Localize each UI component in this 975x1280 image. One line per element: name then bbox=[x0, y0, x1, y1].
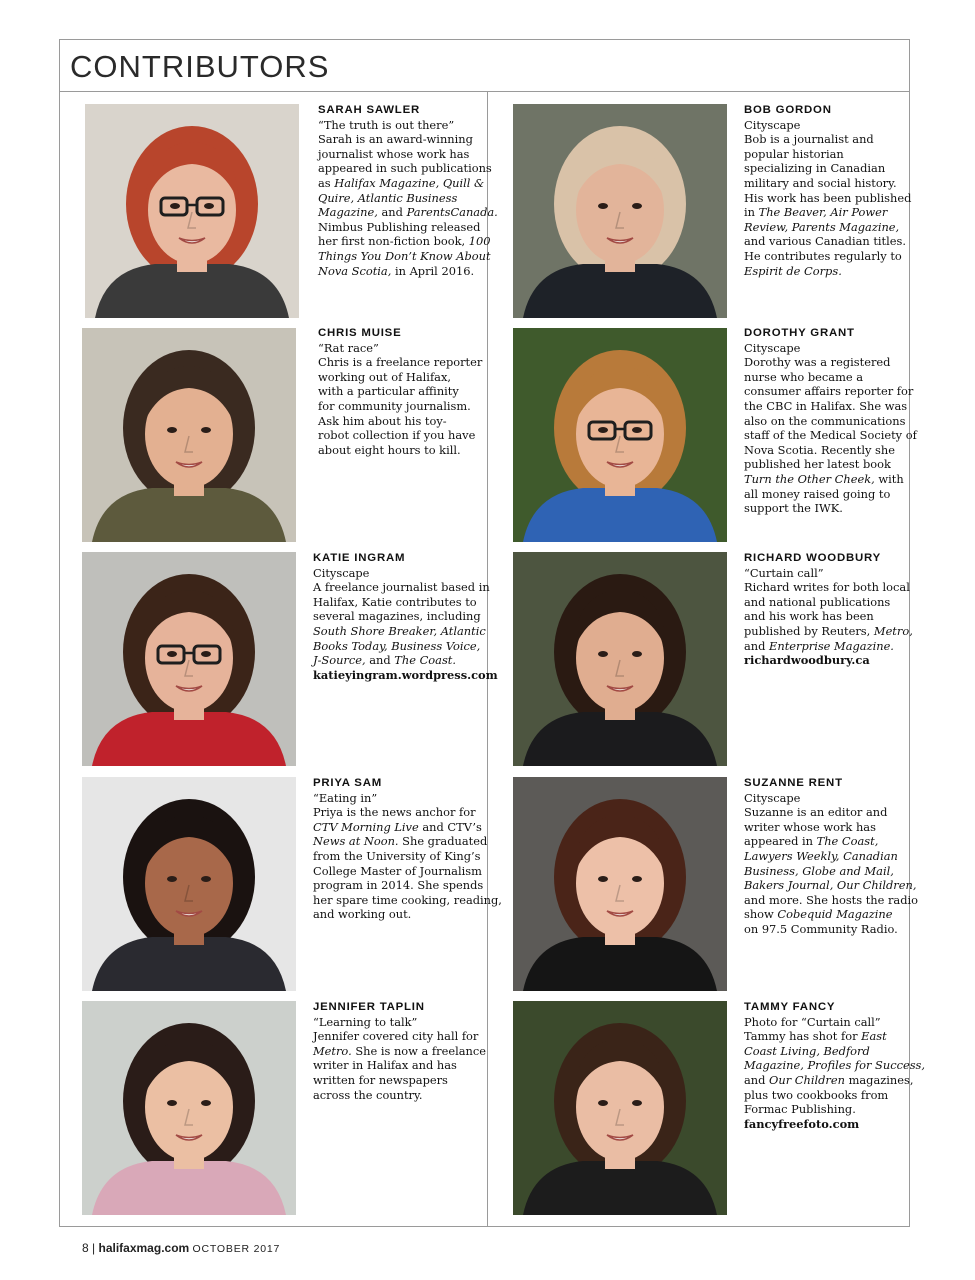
contributor-photo bbox=[82, 552, 296, 766]
bio-line bbox=[744, 457, 917, 472]
bio-line bbox=[744, 624, 913, 639]
portrait-photo bbox=[82, 1001, 296, 1215]
contributor-bio bbox=[318, 326, 482, 457]
bio-line bbox=[744, 487, 917, 502]
bio-line bbox=[318, 118, 498, 133]
bio-line bbox=[318, 414, 482, 429]
website-link[interactable]: halifaxmag.com bbox=[98, 1241, 190, 1255]
portrait-photo bbox=[513, 777, 727, 991]
contributor-photo bbox=[513, 777, 727, 991]
bio-text: J-Source, bbox=[313, 653, 366, 668]
bio-line bbox=[318, 132, 498, 147]
footer-separator: | bbox=[92, 1241, 96, 1255]
bio-text: and more. She hosts the radio bbox=[744, 892, 919, 907]
contributor-photo bbox=[513, 328, 727, 542]
bio-line bbox=[313, 820, 502, 835]
bio-text: in April 2016. bbox=[391, 263, 475, 278]
bio-line bbox=[744, 161, 911, 176]
bio-text: several magazines, including bbox=[313, 609, 481, 624]
bio-text: Nimbus Publishing released bbox=[318, 219, 481, 234]
bio-line bbox=[744, 820, 918, 835]
bio-text: “The truth is out there” bbox=[318, 117, 455, 132]
bio-line bbox=[744, 220, 911, 235]
bio-line bbox=[313, 849, 502, 864]
bio-line bbox=[313, 907, 502, 922]
bio-line bbox=[744, 472, 917, 487]
bio-line bbox=[318, 147, 498, 162]
bio-text: and bbox=[365, 653, 395, 668]
bio-line bbox=[744, 501, 917, 516]
bio-text: published by Reuters, bbox=[744, 623, 874, 638]
bio-text: staff of the Medical Society of bbox=[744, 428, 917, 443]
bio-text: The Coast. bbox=[394, 653, 456, 668]
bio-text: from the University of King’s bbox=[313, 848, 481, 863]
bio-line bbox=[313, 595, 498, 610]
website-link[interactable]: fancyfreefoto.com bbox=[744, 1116, 860, 1131]
bio-text: working out of Halifax, bbox=[318, 369, 451, 384]
bio-line bbox=[744, 639, 913, 654]
bio-line bbox=[318, 443, 482, 458]
portrait-photo bbox=[513, 1001, 727, 1215]
bio-line bbox=[744, 580, 913, 595]
contributor-photo bbox=[82, 1001, 296, 1215]
contributor-name: PRIYA SAM bbox=[313, 777, 383, 789]
bio-text: CTV Morning Live bbox=[313, 819, 419, 834]
contributor-name: SUZANNE RENT bbox=[744, 777, 843, 789]
contributor-bio bbox=[313, 1000, 486, 1102]
bio-line bbox=[744, 234, 911, 249]
bio-text: Tammy has shot for bbox=[744, 1029, 862, 1044]
bio-text: all money raised going to bbox=[744, 486, 891, 501]
bio-line bbox=[744, 566, 913, 581]
bio-text: Books Today, Business Voice, bbox=[313, 638, 481, 653]
bio-text: “Curtain call” bbox=[744, 565, 824, 580]
portrait-photo bbox=[85, 104, 299, 318]
bio-line bbox=[313, 1058, 486, 1073]
bio-line bbox=[744, 399, 917, 414]
bio-text: Turn the Other Cheek, bbox=[744, 471, 875, 486]
bio-line bbox=[744, 864, 918, 879]
bio-text: “Learning to talk” bbox=[313, 1014, 418, 1029]
bio-line bbox=[744, 414, 917, 429]
bio-text: The Coast, bbox=[816, 834, 879, 849]
contributor-name: CHRIS MUISE bbox=[318, 327, 402, 339]
contributor-bio bbox=[744, 326, 917, 516]
bio-text: about eight hours to kill. bbox=[318, 442, 461, 457]
contributor-photo bbox=[513, 104, 727, 318]
bio-text: the CBC in Halifax. She was bbox=[744, 398, 908, 413]
bio-text: Cityscape bbox=[744, 790, 801, 805]
bio-line bbox=[313, 805, 502, 820]
bio-text: Suzanne is an editor and bbox=[744, 805, 888, 820]
bio-line bbox=[313, 878, 502, 893]
bio-line bbox=[744, 1102, 925, 1117]
bio-line bbox=[744, 118, 911, 133]
bio-text: consumer affairs reporter for bbox=[744, 384, 914, 399]
bio-line bbox=[744, 1058, 925, 1073]
contributor-bio bbox=[744, 1000, 925, 1131]
bio-text: Magazine, bbox=[318, 205, 378, 220]
bio-text: Review, Parents Magazine, bbox=[744, 219, 900, 234]
bio-line bbox=[744, 1044, 925, 1059]
bio-text: her first non-fiction book, bbox=[318, 234, 469, 249]
bio-text: program in 2014. She spends bbox=[313, 878, 484, 893]
bio-line bbox=[744, 1015, 925, 1030]
bio-text: College Master of Journalism bbox=[313, 863, 482, 878]
bio-text: plus two cookbooks from bbox=[744, 1087, 889, 1102]
bio-text: He contributes regularly to bbox=[744, 248, 902, 263]
contributor-bio bbox=[744, 776, 918, 937]
bio-text: Cityscape bbox=[744, 340, 801, 355]
contributor-bio bbox=[313, 551, 498, 682]
bio-text: Sarah is an award-winning bbox=[318, 132, 473, 147]
page-footer bbox=[82, 1241, 280, 1255]
bio-text: appeared in bbox=[744, 834, 817, 849]
bio-line bbox=[313, 864, 502, 879]
bio-line bbox=[313, 624, 498, 639]
bio-line bbox=[318, 341, 482, 356]
bio-line bbox=[313, 791, 502, 806]
bio-text: Quire, Atlantic Business bbox=[318, 190, 458, 205]
bio-line bbox=[318, 428, 482, 443]
bio-text: Priya is the news anchor for bbox=[313, 805, 476, 820]
contributor-name: BOB GORDON bbox=[744, 104, 832, 116]
contributor-photo bbox=[85, 104, 299, 318]
bio-line bbox=[744, 791, 918, 806]
bio-line bbox=[744, 893, 918, 908]
bio-text: appeared in such publications bbox=[318, 161, 492, 176]
bio-line bbox=[744, 355, 917, 370]
bio-text: written for newspapers bbox=[313, 1072, 448, 1087]
bio-line bbox=[318, 249, 498, 264]
bio-line bbox=[744, 1088, 925, 1103]
bio-line bbox=[313, 834, 502, 849]
bio-text: Coast Living, Bedford bbox=[744, 1043, 870, 1058]
bio-line bbox=[744, 595, 913, 610]
bio-line bbox=[744, 132, 911, 147]
bio-text: Enterprise Magazine. bbox=[769, 638, 894, 653]
bio-text: Bob is a journalist and bbox=[744, 132, 874, 147]
page-number: 8 bbox=[82, 1241, 89, 1255]
bio-text: Ask him about his toy- bbox=[318, 413, 447, 428]
bio-text: magazines, bbox=[844, 1072, 914, 1087]
bio-line bbox=[313, 653, 498, 668]
bio-text: Halifax, Katie contributes to bbox=[313, 594, 477, 609]
contributor-photo bbox=[82, 777, 296, 991]
bio-text: Things You Don’t Know About bbox=[318, 248, 491, 263]
contributor-name: DOROTHY GRANT bbox=[744, 327, 855, 339]
bio-text: specializing in Canadian bbox=[744, 161, 886, 176]
bio-line bbox=[744, 922, 918, 937]
bio-text: and bbox=[744, 1072, 770, 1087]
bio-text: for community journalism. bbox=[318, 398, 471, 413]
bio-text: Nova Scotia, bbox=[318, 263, 392, 278]
bio-text: Photo for “Curtain call” bbox=[744, 1014, 881, 1029]
bio-text: as bbox=[318, 175, 335, 190]
contributor-bio bbox=[744, 103, 911, 278]
bio-line bbox=[744, 147, 911, 162]
page-title: CONTRIBUTORS bbox=[70, 49, 330, 84]
bio-text: with a particular affinity bbox=[318, 384, 459, 399]
bio-line bbox=[313, 1029, 486, 1044]
bio-line bbox=[313, 639, 498, 654]
portrait-photo bbox=[82, 777, 296, 991]
bio-text: robot collection if you have bbox=[318, 428, 476, 443]
bio-text: and various Canadian titles. bbox=[744, 234, 906, 249]
bio-line bbox=[313, 580, 498, 595]
website-link[interactable]: richardwoodbury.ca bbox=[744, 653, 870, 668]
bio-text: Cityscape bbox=[744, 117, 801, 132]
bio-text: with bbox=[874, 471, 904, 486]
bio-text: Jennifer covered city hall for bbox=[313, 1029, 479, 1044]
bio-line bbox=[744, 834, 918, 849]
bio-line bbox=[318, 220, 498, 235]
bio-text: in bbox=[744, 205, 759, 220]
contributor-photo bbox=[82, 328, 296, 542]
bio-text: Cobequid Magazine bbox=[777, 907, 893, 922]
bio-line bbox=[744, 849, 918, 864]
bio-line bbox=[744, 1117, 925, 1132]
bio-text: She graduated bbox=[398, 834, 488, 849]
bio-text: ParentsCanada. bbox=[406, 205, 498, 220]
bio-text: Magazine, Profiles for Success, bbox=[744, 1058, 926, 1073]
portrait-photo bbox=[82, 552, 296, 766]
bio-line bbox=[744, 205, 911, 220]
bio-text: News at Noon. bbox=[313, 834, 399, 849]
bio-line bbox=[744, 1073, 925, 1088]
bio-text: popular historian bbox=[744, 146, 844, 161]
bio-text: South Shore Breaker, Atlantic bbox=[313, 623, 486, 638]
portrait-photo bbox=[513, 104, 727, 318]
bio-text: The Beaver, Air Power bbox=[758, 205, 888, 220]
bio-text: East bbox=[861, 1029, 887, 1044]
bio-line bbox=[318, 205, 498, 220]
bio-line bbox=[744, 384, 917, 399]
bio-line bbox=[313, 1044, 486, 1059]
portrait-photo bbox=[82, 328, 296, 542]
bio-text: writer in Halifax and has bbox=[313, 1058, 457, 1073]
contributor-name: RICHARD WOODBURY bbox=[744, 552, 882, 564]
bio-line bbox=[744, 907, 918, 922]
bio-line bbox=[318, 384, 482, 399]
bio-text: her spare time cooking, reading, bbox=[313, 892, 502, 907]
bio-text: His work has been published bbox=[744, 190, 912, 205]
bio-line bbox=[744, 443, 917, 458]
bio-line bbox=[313, 1073, 486, 1088]
bio-line bbox=[318, 176, 498, 191]
bio-text: Dorothy was a registered bbox=[744, 355, 891, 370]
bio-text: “Rat race” bbox=[318, 340, 379, 355]
bio-line bbox=[744, 370, 917, 385]
bio-text: Cityscape bbox=[313, 565, 370, 580]
website-link[interactable]: katieyingram.wordpress.com bbox=[313, 667, 498, 682]
bio-line bbox=[313, 609, 498, 624]
contributor-name: JENNIFER TAPLIN bbox=[313, 1001, 425, 1013]
bio-text: Business, Globe and Mail, bbox=[744, 863, 894, 878]
bio-line bbox=[744, 609, 913, 624]
bio-line bbox=[318, 161, 498, 176]
contributor-bio bbox=[744, 551, 913, 668]
bio-line bbox=[318, 370, 482, 385]
bio-line bbox=[744, 1029, 925, 1044]
bio-text: support the IWK. bbox=[744, 501, 843, 516]
bio-line bbox=[313, 566, 498, 581]
bio-text: Richard writes for both local bbox=[744, 580, 910, 595]
bio-text: Formac Publishing. bbox=[744, 1102, 856, 1117]
bio-text: and bbox=[377, 205, 407, 220]
bio-line bbox=[744, 878, 918, 893]
bio-line bbox=[744, 428, 917, 443]
bio-line bbox=[318, 191, 498, 206]
bio-text: journalist whose work has bbox=[318, 146, 470, 161]
bio-text: nurse who became a bbox=[744, 369, 864, 384]
contributor-name: TAMMY FANCY bbox=[744, 1001, 836, 1013]
bio-text: on 97.5 Community Radio. bbox=[744, 921, 898, 936]
header-bar bbox=[59, 39, 910, 92]
bio-text: Halifax Magazine, Quill & bbox=[334, 175, 485, 190]
bio-text: Bakers Journal, Our Children, bbox=[744, 878, 917, 893]
bio-text: Espirit de Corps. bbox=[744, 263, 842, 278]
contributor-bio bbox=[318, 103, 498, 278]
bio-text: 100 bbox=[468, 234, 491, 249]
bio-line bbox=[744, 176, 911, 191]
bio-text: and working out. bbox=[313, 907, 412, 922]
contributor-photo bbox=[513, 1001, 727, 1215]
bio-text: “Eating in” bbox=[313, 790, 378, 805]
bio-text: Nova Scotia. Recently she bbox=[744, 442, 895, 457]
bio-line bbox=[744, 264, 911, 279]
bio-text: Our Children bbox=[769, 1072, 845, 1087]
bio-line bbox=[318, 234, 498, 249]
bio-line bbox=[313, 1015, 486, 1030]
contributor-name: KATIE INGRAM bbox=[313, 552, 406, 564]
bio-text: and bbox=[744, 638, 770, 653]
contributor-name: SARAH SAWLER bbox=[318, 104, 420, 116]
bio-text: and national publications bbox=[744, 594, 891, 609]
portrait-photo bbox=[513, 328, 727, 542]
bio-line bbox=[313, 668, 498, 683]
bio-line bbox=[744, 249, 911, 264]
bio-text: and CTV’s bbox=[418, 819, 482, 834]
bio-text: published her latest book bbox=[744, 457, 891, 472]
bio-text: also on the communications bbox=[744, 413, 906, 428]
bio-text: Metro. bbox=[313, 1043, 352, 1058]
bio-text: and his work has been bbox=[744, 609, 874, 624]
bio-line bbox=[744, 653, 913, 668]
bio-line bbox=[744, 341, 917, 356]
bio-line bbox=[313, 893, 502, 908]
portrait-photo bbox=[513, 552, 727, 766]
bio-line bbox=[318, 355, 482, 370]
issue-date: OCTOBER 2017 bbox=[192, 1243, 281, 1255]
bio-line bbox=[744, 805, 918, 820]
bio-text: Metro, bbox=[873, 623, 913, 638]
contributor-photo bbox=[513, 552, 727, 766]
contributor-bio bbox=[313, 776, 502, 922]
bio-line bbox=[744, 191, 911, 206]
bio-text: across the country. bbox=[313, 1087, 423, 1102]
bio-line bbox=[318, 264, 498, 279]
bio-text: She is now a freelance bbox=[351, 1043, 486, 1058]
bio-text: military and social history. bbox=[744, 175, 897, 190]
bio-text: show bbox=[744, 907, 778, 922]
bio-text: writer whose work has bbox=[744, 819, 876, 834]
bio-text: A freelance journalist based in bbox=[313, 580, 490, 595]
bio-line bbox=[313, 1088, 486, 1103]
bio-text: Lawyers Weekly, Canadian bbox=[744, 848, 898, 863]
bio-text: Chris is a freelance reporter bbox=[318, 355, 483, 370]
bio-line bbox=[318, 399, 482, 414]
